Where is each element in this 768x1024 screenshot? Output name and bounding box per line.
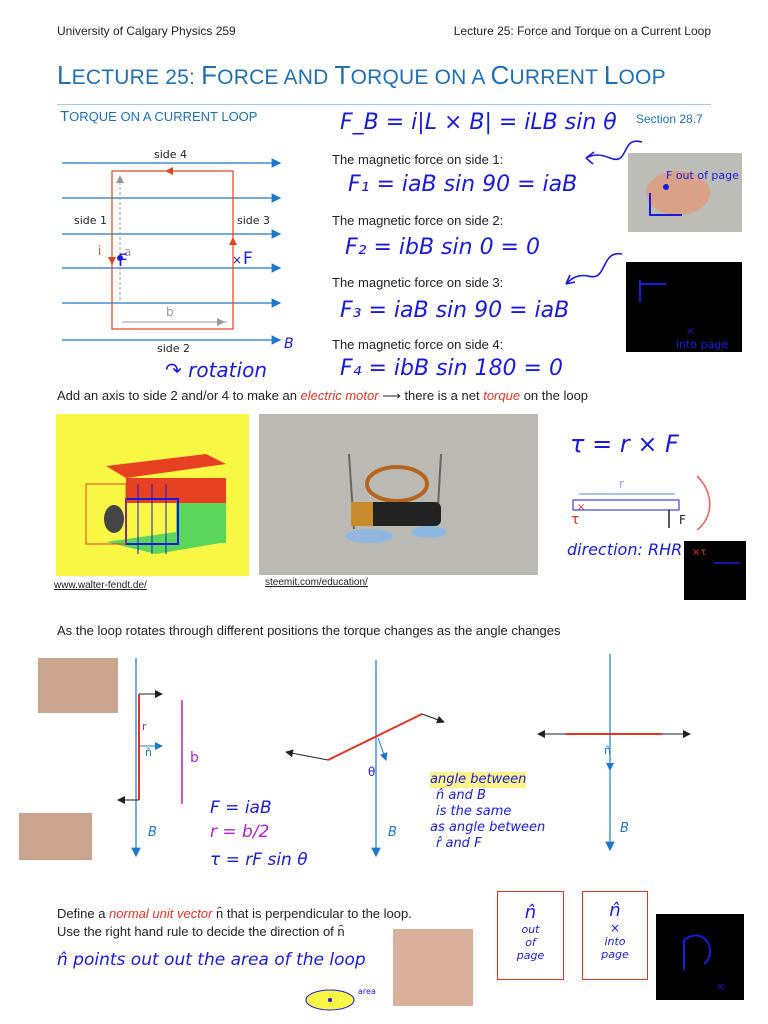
svg-text:×τ: ×τ: [692, 547, 707, 558]
out-of-page-box: n̂ out of page: [497, 891, 564, 980]
svg-text:×: ×: [232, 253, 243, 267]
svg-text:×: ×: [686, 326, 695, 337]
title-rule: [57, 104, 711, 105]
f1-formula: F₁ = iaB sin 90 = iaB: [348, 172, 578, 197]
svg-text:b: b: [190, 750, 199, 766]
side3-label: side 3: [237, 214, 271, 227]
lever-diagram: [565, 470, 715, 540]
f-iab-label: F = iaB: [210, 798, 272, 818]
rotation-positions-diagram: [100, 650, 700, 870]
f3-formula: F₃ = iaB sin 90 = iaB: [340, 298, 570, 323]
b-field-label: B: [284, 336, 294, 352]
svg-text:B: B: [148, 825, 157, 840]
r-b2-label: r = b/2: [210, 822, 270, 842]
svg-text:B: B: [620, 821, 629, 836]
svg-text:θ: θ: [368, 765, 376, 779]
side1-label: side 1: [74, 214, 108, 227]
motor-illustration: [56, 414, 249, 576]
current-label: i: [98, 244, 102, 258]
area-ellipse: [300, 978, 380, 1018]
f2-formula: F₂ = ibB sin 0 = 0: [345, 235, 540, 260]
force-left-label: F: [118, 251, 128, 271]
normal-line-2: Use the right hand rule to decide the direction of n̂: [57, 924, 345, 939]
side4-label: side 4: [154, 148, 188, 161]
section-subtitle: TORQUE ON A CURRENT LOOP: [60, 108, 258, 125]
header-left: University of Calgary Physics 259: [57, 24, 236, 38]
curvy-arrow-2: [560, 248, 630, 290]
current-loop-diagram: [62, 140, 312, 380]
into-page-label: into page: [676, 338, 729, 351]
force-side4-text: The magnetic force on side 4:: [332, 337, 504, 352]
svg-text:F: F: [679, 513, 686, 527]
normal-line-1: Define a normal unit vector n̂ that is perpendicular to the loop.: [57, 906, 412, 921]
n-points-label: n̂ points out out the area of the loop: [57, 950, 366, 970]
force-right-label: F: [243, 249, 253, 269]
motor-text: Add an axis to side 2 and/or 4 to make an electric motor ⟶ there is a net torque on the loop: [57, 388, 589, 403]
fb-formula: F_B = i|L × B| = iLB sin θ: [340, 110, 617, 135]
svg-text:×: ×: [716, 980, 726, 993]
side2-label: side 2: [157, 342, 191, 355]
svg-text:τ: τ: [571, 512, 580, 528]
force-side3-text: The magnetic force on side 3:: [332, 275, 504, 290]
steemit-link[interactable]: steemit.com/education/: [265, 577, 368, 588]
svg-text:r: r: [619, 477, 624, 491]
svg-text:×: ×: [577, 502, 586, 513]
hand-photo-2: [19, 813, 92, 860]
battery-motor-photo: [259, 414, 538, 575]
tau-direction-black: [684, 541, 746, 600]
header-right: Lecture 25: Force and Torque on a Current Loop: [453, 24, 711, 38]
f4-formula: F₄ = ibB sin 180 = 0: [340, 356, 563, 381]
svg-text:n̂: n̂: [604, 744, 611, 757]
page-title: LECTURE 25: FORCE AND TORQUE ON A CURRENT LOOP: [57, 60, 666, 90]
tau-rf-label: τ = rF sin θ: [210, 850, 308, 870]
right-hand-photo: [628, 153, 742, 232]
direction-label: direction: RHR: [567, 540, 683, 559]
area-label: area: [358, 987, 376, 996]
a-label: a: [124, 245, 132, 259]
field-diagram-black: [626, 262, 742, 352]
section-ref: Section 28.7: [636, 112, 703, 126]
rotation-label: ↷ rotation: [165, 358, 267, 382]
rotation-black-box: [656, 914, 744, 1000]
walter-link[interactable]: www.walter-fendt.de/: [54, 580, 147, 591]
tau-formula: τ = r × F: [570, 430, 679, 458]
into-page-box: n̂ × into page: [582, 891, 648, 980]
svg-text:n̂: n̂: [145, 746, 152, 759]
force-side1-text: The magnetic force on side 1:: [332, 152, 504, 167]
rotates-text: As the loop rotates through different positions the torque changes as the angle changes: [57, 623, 561, 638]
force-side2-text: The magnetic force on side 2:: [332, 213, 504, 228]
svg-text:r: r: [142, 720, 147, 733]
angle-note: angle between n̂ and B is the same as angle between r̂ and F: [430, 772, 546, 851]
hand-photo-3: [393, 929, 473, 1006]
b-label: b: [166, 305, 174, 319]
svg-text:B: B: [388, 825, 397, 840]
f-out-of-page-label: F out of page: [666, 169, 739, 182]
